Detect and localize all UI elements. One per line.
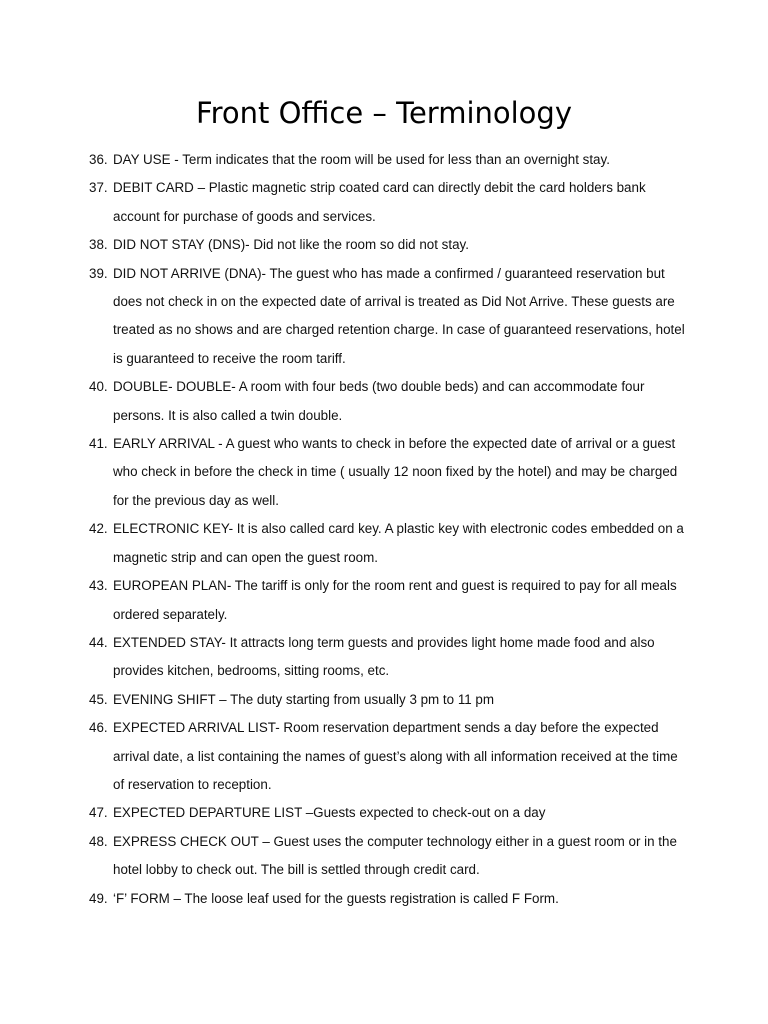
list-item [89,629,689,686]
page-title: Front Office – Terminology [196,96,572,130]
list-item-number: 42. [89,521,108,537]
list-item [89,686,689,714]
list-item [89,146,689,174]
terminology-list [89,146,689,913]
list-item [89,799,689,827]
list-item [89,231,689,259]
list-item [89,572,689,629]
list-item-number: 43. [89,578,108,594]
list-item-number: 38. [89,237,108,253]
list-item [89,828,689,885]
list-item [89,714,689,799]
list-item-text: DID NOT STAY (DNS)- Did not like the room so did not stay. [113,237,469,253]
list-item [89,885,689,913]
list-item-number: 41. [89,436,108,452]
list-item-number: 45. [89,691,108,707]
list-item [89,260,689,374]
list-item-number: 47. [89,805,108,821]
list-item-text: DID NOT ARRIVE (DNA)- The guest who has made a confirmed / guaranteed reservation but does not check in on the expected date of arrival is treated as Did Not Arrive. These guests are treated as no shows and are charged retention charge. In case of guaranteed reservations, hotel is guaranteed to receive the room tariff. [113,265,685,366]
list-item-number: 46. [89,720,108,736]
list-item-text: EXPRESS CHECK OUT – Guest uses the computer technology either in a guest room or in the hotel lobby to check out. The bill is settled through credit card. [113,833,677,878]
list-item [89,430,689,515]
list-item-number: 37. [89,180,108,196]
list-item-text: EVENING SHIFT – The duty starting from usually 3 pm to 11 pm [113,691,495,707]
list-item-text: DAY USE - Term indicates that the room will be used for less than an overnight stay. [113,152,610,167]
list-item-text: EARLY ARRIVAL - A guest who wants to check in before the expected date of arrival or a guest who check in before the check in time ( usually 12 noon fixed by the hotel) and may be charged for the previous day as well. [113,436,678,508]
list-item-text: DOUBLE- DOUBLE- A room with four beds (two double beds) and can accommodate four persons. It is also called a twin double. [113,379,645,423]
list-item-number: 49. [89,890,108,906]
list-item [89,174,689,231]
list-item-text: EUROPEAN PLAN- The tariff is only for the room rent and guest is required to pay for all meals ordered separately. [113,578,677,622]
list-item-text: EXPECTED DEPARTURE LIST –Guests expected to check-out on a day [113,805,546,821]
list-item [89,373,689,430]
list-item [89,515,689,572]
list-item-number: 44. [89,634,108,650]
list-item-text: DEBIT CARD – Plastic magnetic strip coated card can directly debit the card holders bank account for purchase of goods and services. [113,180,646,224]
list-item-text: ELECTRONIC KEY- It is also called card key. A plastic key with electronic codes embedded on a magnetic strip and can open the guest room. [113,521,684,565]
list-item-number: 40. [89,379,108,395]
list-item-text: EXPECTED ARRIVAL LIST- Room reservation department sends a day before the expected arrival date, a list containing the names of guest’s along with all information received at the time of reservation to reception. [113,720,678,792]
list-item-number: 39. [89,265,108,281]
list-item-number: 48. [89,833,108,849]
list-item-number: 36. [89,152,108,167]
list-item-text: ‘F’ FORM – The loose leaf used for the guests registration is called F Form. [113,890,559,906]
list-item-text: EXTENDED STAY- It attracts long term guests and provides light home made food and also provides kitchen, bedrooms, sitting rooms, etc. [113,634,655,679]
